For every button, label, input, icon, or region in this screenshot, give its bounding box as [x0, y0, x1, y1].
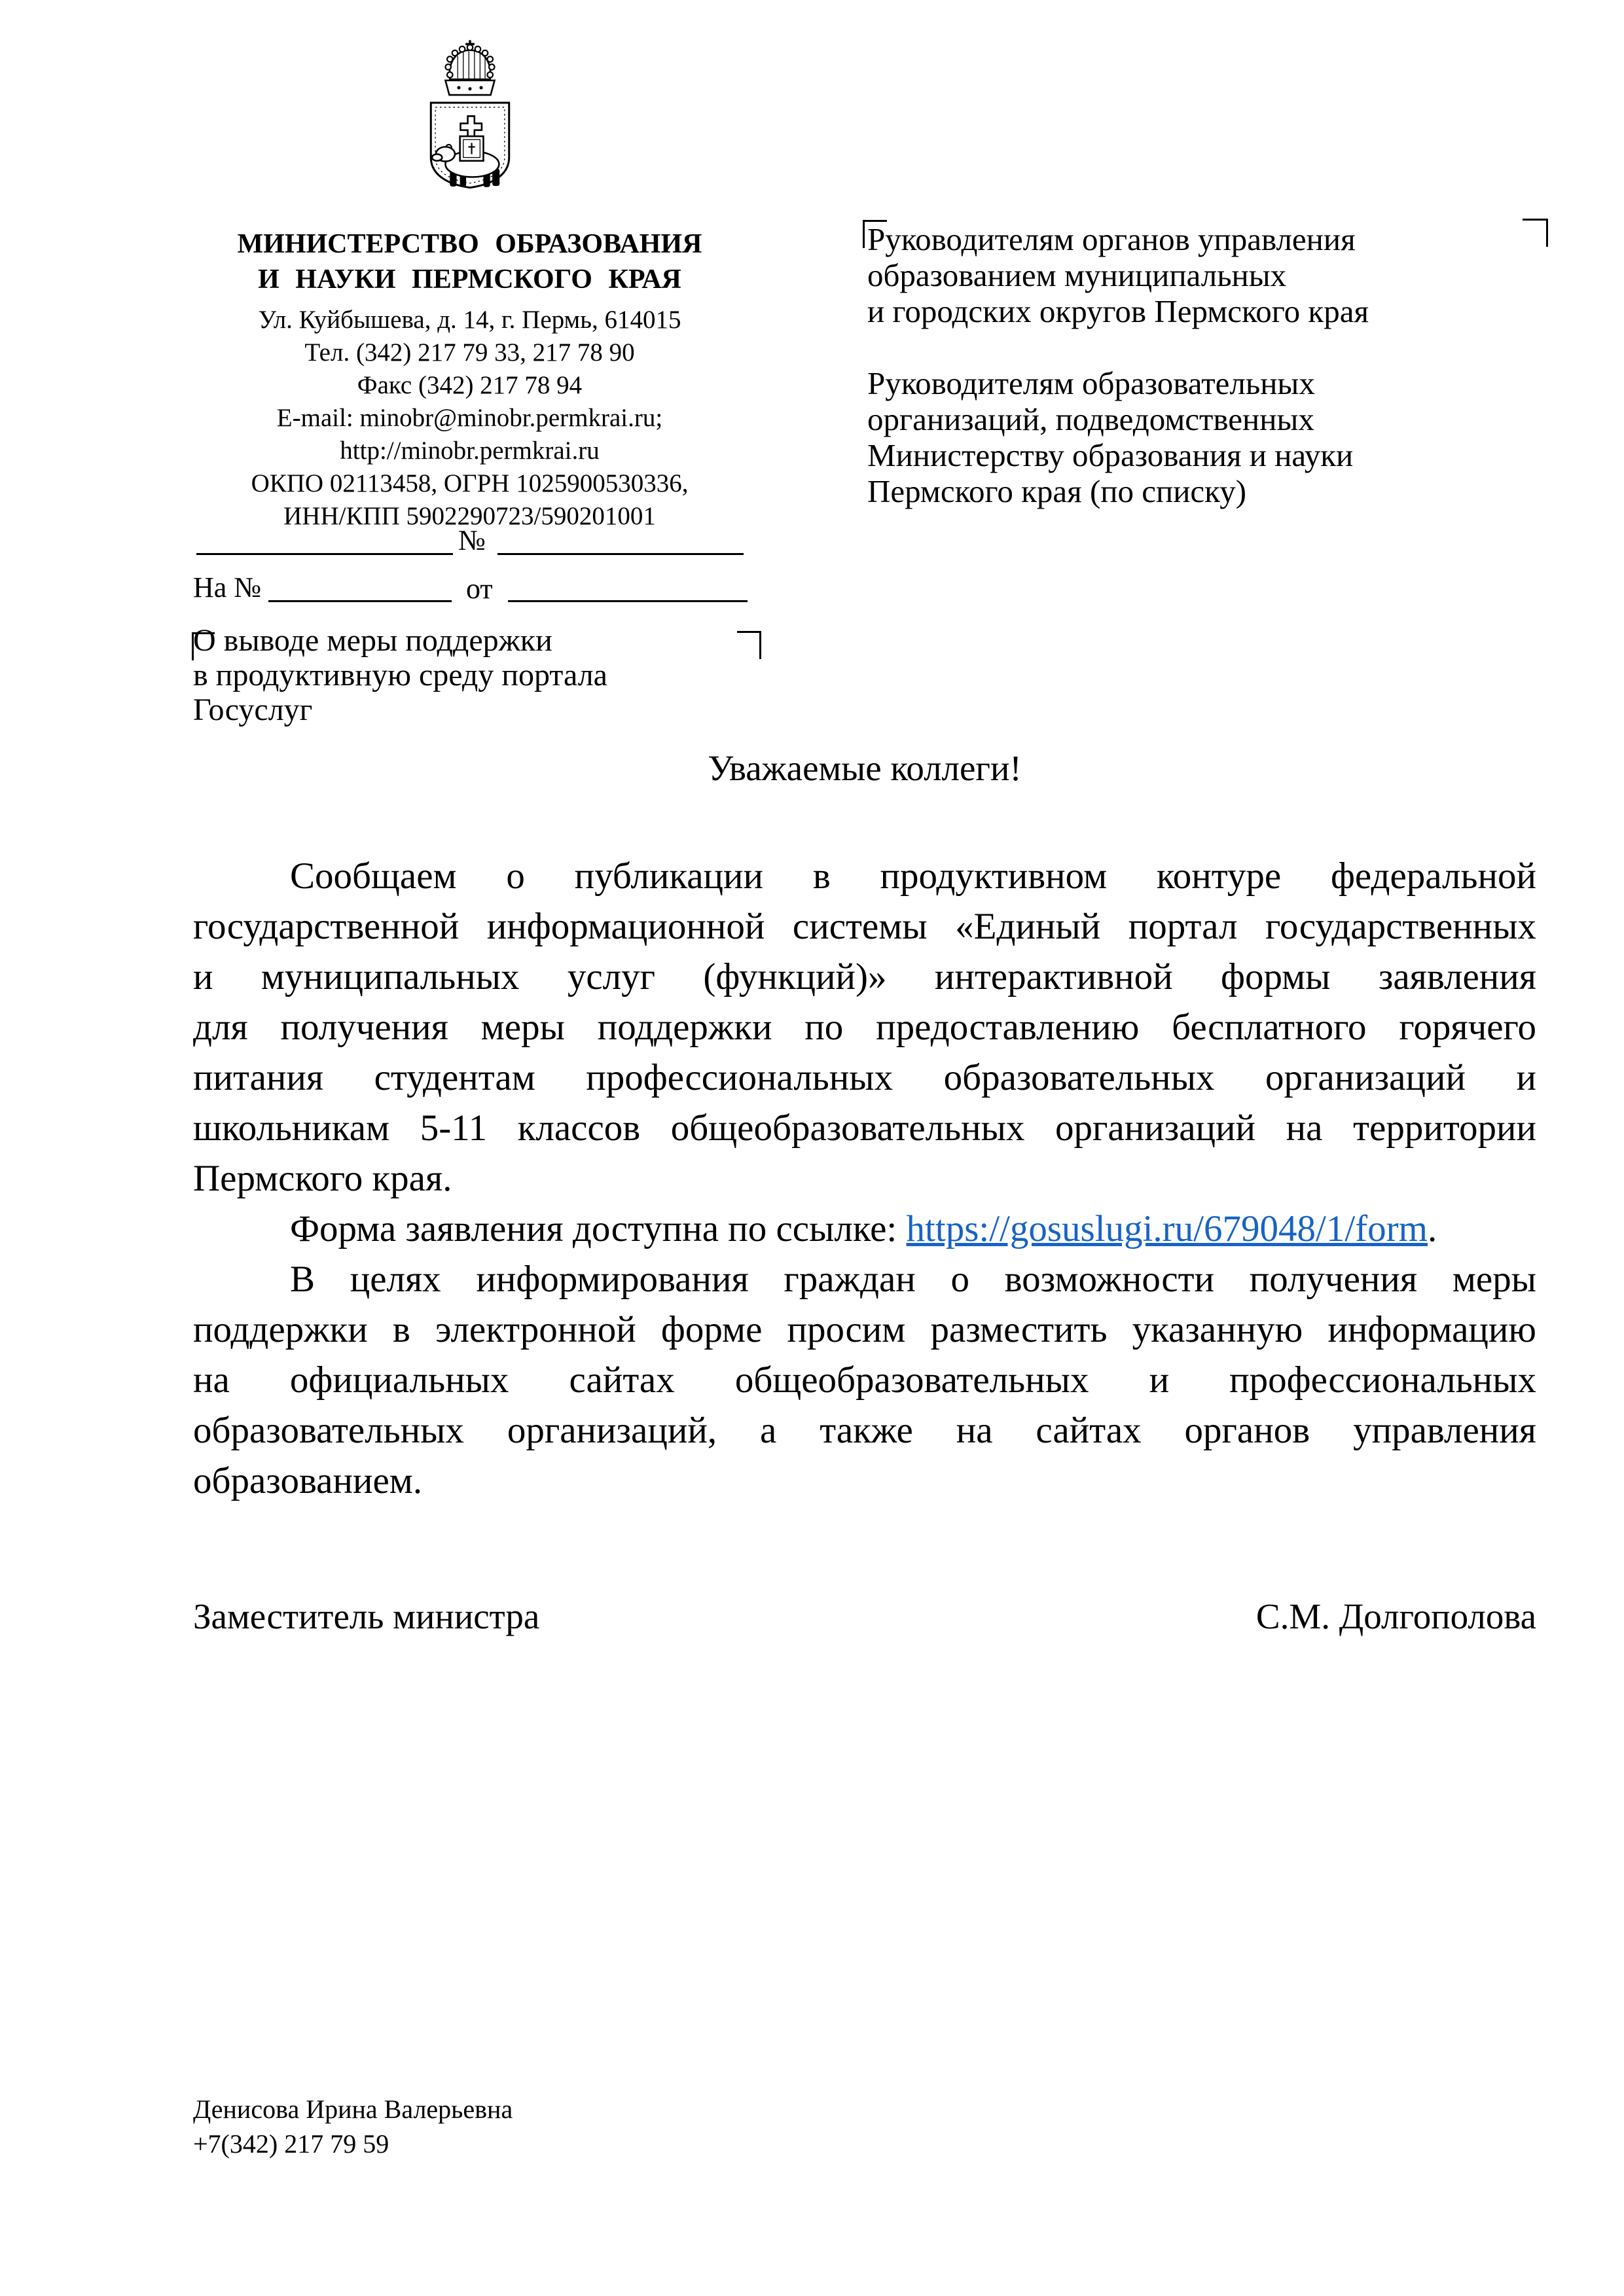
body-line: и муниципальных услуг (функций)» интерактивной формы заявления: [193, 956, 1536, 997]
ministry-name-line1: МИНИСТЕРСТВО ОБРАЗОВАНИЯ: [237, 229, 702, 259]
body-line: Пермского края.: [193, 1158, 452, 1199]
form-link-suffix: .: [1427, 1208, 1437, 1249]
reply-number-blank-line: [268, 600, 452, 602]
doc-number-blank-line: [497, 553, 744, 555]
letterhead-address: Ул. Куйбышева, д. 14, г. Пермь, 614015: [258, 306, 681, 334]
subject-line: О выводе меры поддержки: [193, 623, 552, 658]
greeting: Уважаемые коллеги!: [708, 748, 1022, 788]
letter-body: [193, 851, 1536, 1506]
body-line: образовательных организаций, а также на сайтах органов управления: [193, 1410, 1536, 1451]
letterhead-email: E-mail: minobr@minobr.permkrai.ru;: [276, 404, 663, 432]
doc-number-label: №: [458, 524, 486, 556]
body-line: государственной информационной системы «Единый портал государственных: [193, 906, 1536, 947]
executor-name: Денисова Ирина Валерьевна: [193, 2094, 513, 2124]
signer-position: Заместитель министра: [193, 1596, 540, 1636]
reply-from-label: от: [466, 573, 493, 605]
recipient-line: Министерству образования и науки: [867, 437, 1354, 473]
letterhead-website: http://minobr.permkrai.ru: [340, 437, 600, 465]
recipient-line: организаций, подведомственных: [867, 401, 1314, 437]
letterhead-phone: Тел. (342) 217 79 33, 217 78 90: [304, 338, 635, 367]
recipient-group-1: [867, 221, 1551, 329]
signer-name: С.М. Долгополова: [1255, 1596, 1536, 1636]
executor-block: [193, 2092, 513, 2161]
body-line: В целях информирования граждан о возможности получения меры: [290, 1259, 1536, 1300]
body-line: для получения меры поддержки по предоставлению бесплатного горячего: [193, 1007, 1536, 1048]
recipient-line: образованием муниципальных: [867, 257, 1287, 293]
body-line: поддержки в электронной форме просим разместить указанную информацию: [193, 1309, 1536, 1350]
recipient-block: [867, 221, 1551, 509]
letterhead-inn-kpp: ИНН/КПП 5902290723/590201001: [283, 502, 656, 530]
subject-line: Госуслуг: [193, 692, 313, 727]
letterhead: [193, 38, 746, 533]
body-line: Сообщаем о публикации в продуктивном контуре федеральной: [290, 855, 1536, 897]
executor-phone: +7(342) 217 79 59: [193, 2129, 389, 2159]
letterhead-contacts: [193, 304, 746, 533]
body-line: образованием.: [193, 1460, 423, 1501]
ministry-name-line2: И НАУКИ ПЕРМСКОГО КРАЯ: [258, 264, 681, 295]
reply-to-label: На №: [193, 571, 262, 603]
recipient-line: Руководителям образовательных: [867, 365, 1315, 401]
recipient-group-2: [867, 365, 1551, 509]
subject-block: [193, 623, 756, 727]
paragraph-2: [193, 1254, 1536, 1506]
body-line: питания студентам профессиональных образовательных организаций и: [193, 1057, 1536, 1098]
recipient-line: Пермского края (по списку): [867, 473, 1247, 509]
paragraph-1: [193, 851, 1536, 1204]
letterhead-okpo-ogrn: ОКПО 02113458, ОГРН 1025900530336,: [251, 469, 689, 497]
signature-row: [193, 1596, 1536, 1637]
body-line: на официальных сайтах общеобразовательных и профессиональных: [193, 1359, 1536, 1401]
gosuslugi-form-link[interactable]: https://gosuslugi.ru/679048/1/form: [906, 1208, 1428, 1249]
reply-date-blank-line: [508, 600, 748, 602]
subject-line: в продуктивную среду портала: [193, 658, 607, 692]
form-link-intro: Форма заявления доступна по ссылке:: [290, 1208, 907, 1249]
recipient-line: и городских округов Пермского края: [867, 293, 1369, 329]
recipient-line: Руководителям органов управления: [867, 221, 1356, 257]
doc-date-blank-line: [196, 553, 453, 555]
body-line: школьникам 5-11 классов общеобразовательных организаций на территории: [193, 1107, 1536, 1149]
form-link-line: [193, 1204, 1536, 1254]
letterhead-fax: Факс (342) 217 78 94: [357, 371, 583, 399]
perm-krai-coat-of-arms-icon: [193, 38, 746, 206]
